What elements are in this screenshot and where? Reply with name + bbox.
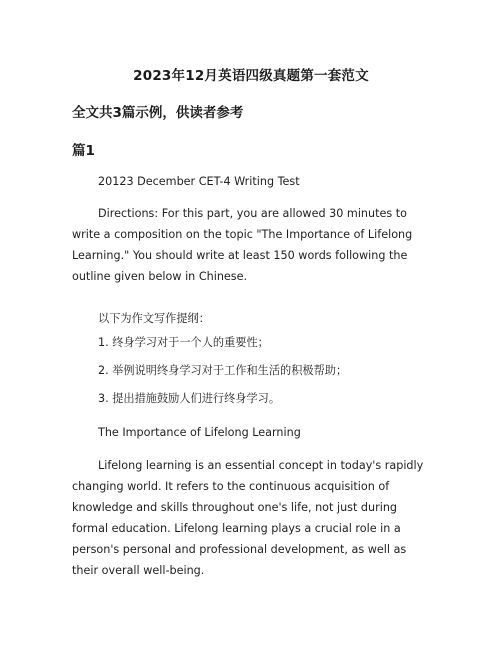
outline-item-2-text: 2. 举例说明终身学习对于工作和生活的积极帮助； xyxy=(98,364,348,377)
outline-intro-text: 以下为作文写作提纲： xyxy=(98,312,210,325)
essay-title-paragraph xyxy=(72,422,432,443)
document-title: 2023年12月英语四级真题第一套范文 xyxy=(133,68,369,84)
essay-paragraph xyxy=(72,455,432,581)
document-subtitle: 全文共3篇示例，供读者参考 xyxy=(72,105,244,121)
outline-item xyxy=(72,360,432,381)
outline-item xyxy=(72,332,432,353)
outline-item-1-text: 1. 终身学习对于一个人的重要性； xyxy=(98,336,269,349)
outline-item-3-text: 3. 提出措施鼓励人们进行终身学习。 xyxy=(98,392,281,405)
essay-paragraph-1-text: Lifelong learning is an essential concept in today's rapidly changing world. It refers to the continuous acquisition of knowledge and skills throughout one's life, not just during formal education. Lifelong learning plays a crucial role in a person's personal and professional development, as well as their overall well-being. xyxy=(72,459,424,577)
outline-intro-paragraph xyxy=(72,308,432,329)
essay-title-text: The Importance of Lifelong Learning xyxy=(98,426,301,439)
test-title-paragraph xyxy=(72,171,432,192)
test-title-text: 20123 December CET-4 Writing Test xyxy=(98,175,300,188)
outline-item xyxy=(72,388,432,409)
section-heading: 篇1 xyxy=(72,143,95,159)
directions-text: Directions: For this part, you are allowed 30 minutes to write a composition on the topic "The Importance of Lifelong Learning." You should write at least 150 words following the outline given below in Chinese. xyxy=(72,207,413,283)
directions-paragraph xyxy=(72,203,432,287)
